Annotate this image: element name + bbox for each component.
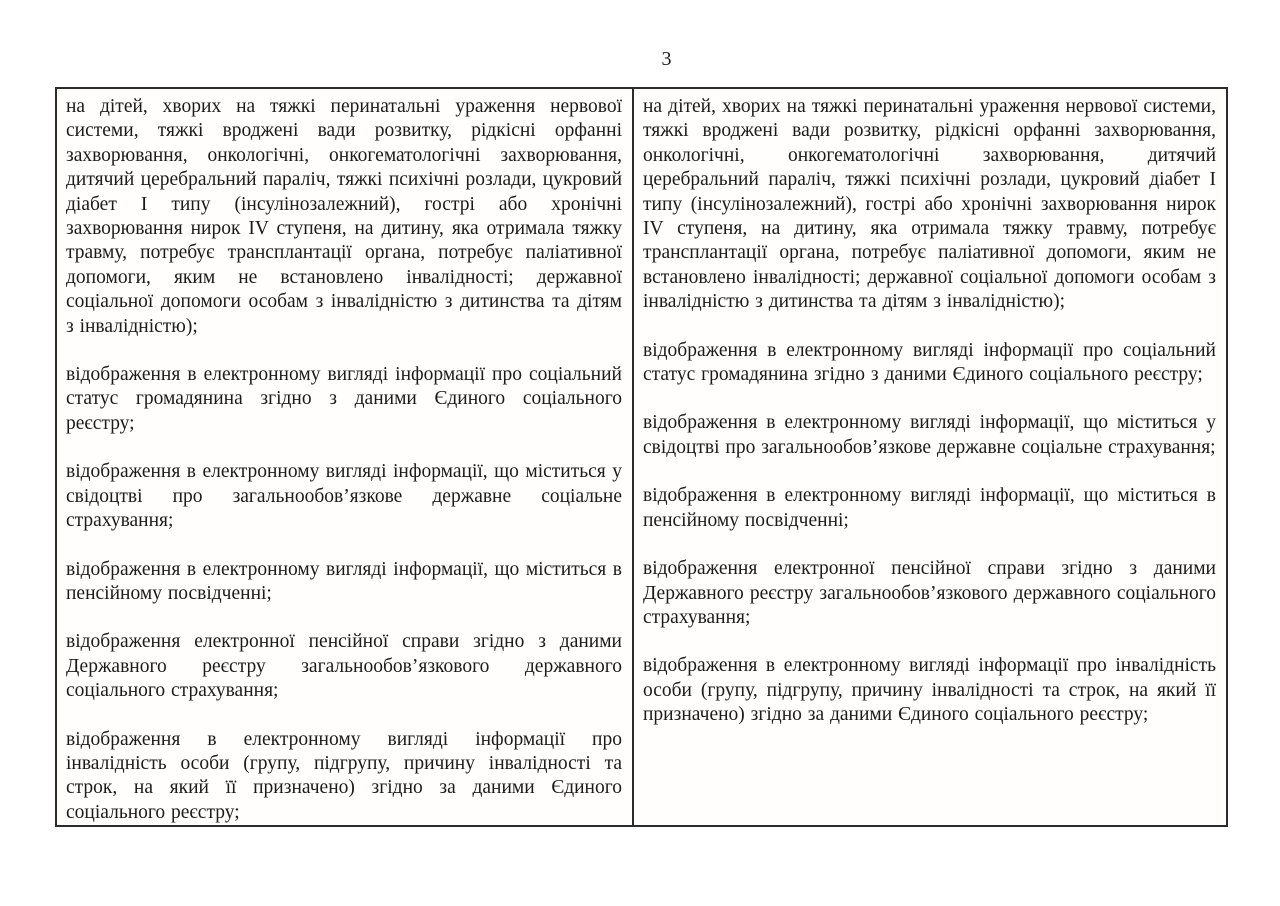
paragraph: відображення в електронному вигляді інформації, що міститься в пенсійному посвідченні; (643, 485, 1216, 531)
paragraph: на дітей, хворих на тяжкі перинатальні ураження нервової системи, тяжкі вроджені вади розвитку, рідкісні орфанні захворювання, онкологічні, онкогематологічні захворювання, дитячий церебральний параліч, тяжкі психічні розлади, цукровий діабет I типу (інсулінозалежний), гострі або хронічні захворювання нирок IV ступеня, на дитину, яка отримала тяжку травму, потребує трансплантації органа, потребує паліативної допомоги, яким не встановлено інвалідності; державної соціальної допомоги особам з інвалідністю з дитинства та дітям з інвалідністю); (66, 96, 622, 337)
paragraph: відображення в електронному вигляді інформації, що міститься у свідоцтві про загальнообов’язкове державне соціальне страхування; (66, 461, 622, 532)
paragraph: відображення в електронному вигляді інформації про соціальний статус громадянина згідно з даними Єдиного соціального реєстру; (66, 364, 622, 434)
paragraph: відображення в електронному вигляді інформації про соціальний статус громадянина згідно з даними Єдиного соціального реєстру; (643, 339, 1216, 386)
paragraph: відображення в електронному вигляді інформації, що міститься в пенсійному посвідченні; (66, 558, 622, 604)
comparison-table (55, 87, 1228, 827)
paragraph: відображення в електронному вигляді інформації про інвалідність особи (групу, підгрупу, причину інвалідності та строк, на який її призначено) згідно за даними Єдиного соціального реєстру; (66, 728, 622, 823)
paragraph: на дітей, хворих на тяжкі перинатальні ураження нервової системи, тяжкі вроджені вади розвитку, рідкісні орфанні захворювання, онкологічні, онкогематологічні захворювання, дитячий церебральний параліч, тяжкі психічні розлади, цукровий діабет I типу (інсулінозалежний), гострі або хронічні захворювання нирок IV ступеня, на дитину, яка отримала тяжку травму, потребує трансплантації органа, потребує паліативної допомоги, яким не встановлено інвалідності; державної соціальної допомоги особам з інвалідністю з дитинства та дітям з інвалідністю); (643, 96, 1216, 313)
paragraph: відображення електронної пенсійної справи згідно з даними Державного реєстру загальнообов’язкового державного соціального страхування; (66, 631, 622, 702)
paragraph: відображення в електронному вигляді інформації, що міститься у свідоцтві про загальнообов’язкове державне соціальне страхування; (643, 412, 1216, 458)
table-column-left (57, 89, 634, 825)
paragraph: відображення в електронному вигляді інформації про інвалідність особи (групу, підгрупу, причину інвалідності та строк, на який її призначено) згідно за даними Єдиного соціального реєстру; (643, 655, 1216, 726)
page-number: 3 (661, 48, 672, 70)
table-column-right (634, 89, 1226, 825)
paragraph: відображення електронної пенсійної справи згідно з даними Державного реєстру загальнообов’язкового державного соціального страхування; (643, 558, 1216, 628)
